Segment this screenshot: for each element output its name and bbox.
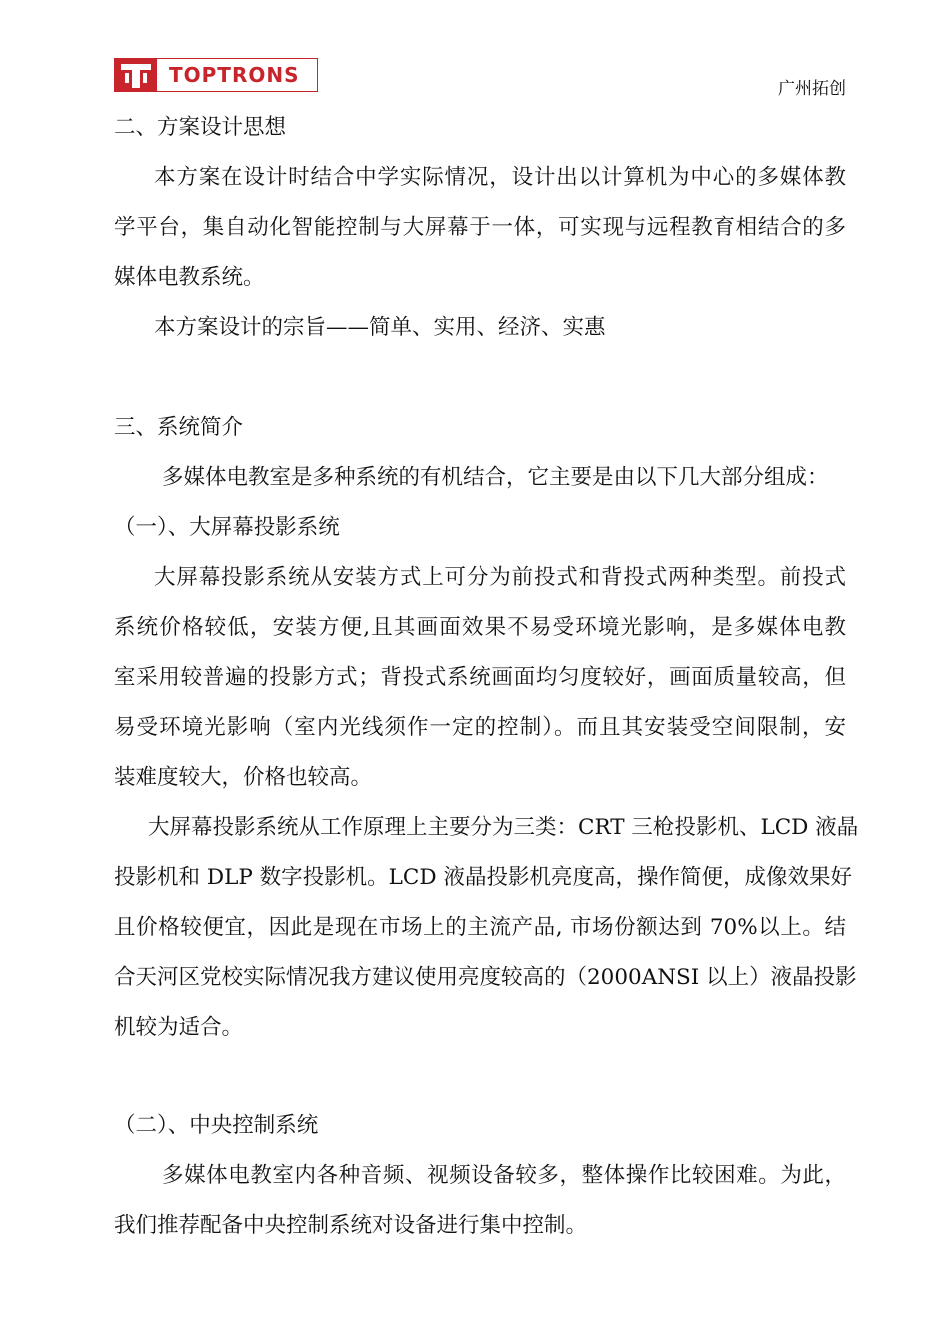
paragraph-4-line-2: 系统价格较低，安装方便,且其画面效果不易受环境光影响，是多媒体电教	[114, 615, 846, 640]
paragraph-5-line-3: 且价格较便宜，因此是现在市场上的主流产品, 市场份额达到 70%以上。结	[114, 915, 846, 940]
paragraph-4-line-1: 大屏幕投影系统从安装方式上可分为前投式和背投式两种类型。前投式	[154, 565, 846, 590]
paragraph-6-line-1: 多媒体电教室内各种音频、视频设备较多，整体操作比较困难。为此，	[162, 1163, 846, 1188]
paragraph-5-line-1: 大屏幕投影系统从工作原理上主要分为三类：CRT 三枪投影机、LCD 液晶	[148, 815, 859, 840]
page-header	[114, 58, 846, 98]
paragraph-5-line-5: 机较为适合。	[114, 1015, 244, 1040]
subsection-1-heading: （一）、大屏幕投影系统	[114, 515, 340, 540]
logo-text: TOPTRONS	[169, 63, 300, 87]
paragraph-6-line-2: 我们推荐配备中央控制系统对设备进行集中控制。	[114, 1213, 588, 1238]
paragraph-5-line-2: 投影机和 DLP 数字投影机。LCD 液晶投影机亮度高，操作简便，成像效果好	[114, 865, 852, 890]
logo-mark-icon	[115, 59, 157, 91]
paragraph-4-line-5: 装难度较大，价格也较高。	[114, 765, 373, 790]
paragraph-5-line-4: 合天河区党校实际情况我方建议使用亮度较高的（2000ANSI 以上）液晶投影	[114, 965, 857, 990]
paragraph-3: 多媒体电教室是多种系统的有机结合，它主要是由以下几大部分组成：	[162, 465, 829, 490]
paragraph-1-line-2: 学平台，集自动化智能控制与大屏幕于一体，可实现与远程教育相结合的多	[114, 215, 846, 240]
toptrons-logo	[114, 58, 318, 92]
section-3-heading: 三、系统简介	[114, 415, 244, 440]
paragraph-1-line-1: 本方案在设计时结合中学实际情况，设计出以计算机为中心的多媒体教	[154, 165, 846, 190]
subsection-2-heading: （二）、中央控制系统	[114, 1113, 319, 1138]
paragraph-2: 本方案设计的宗旨——简单、实用、经济、实惠	[154, 315, 606, 340]
paragraph-4-line-3: 室采用较普遍的投影方式；背投式系统画面均匀度较好，画面质量较高，但	[114, 665, 846, 690]
paragraph-1-line-3: 媒体电教系统。	[114, 265, 265, 290]
company-name: 广州拓创	[778, 79, 846, 99]
section-2-heading: 二、方案设计思想	[114, 115, 287, 140]
paragraph-4-line-4: 易受环境光影响（室内光线须作一定的控制）。而且其安装受空间限制，安	[114, 715, 846, 740]
